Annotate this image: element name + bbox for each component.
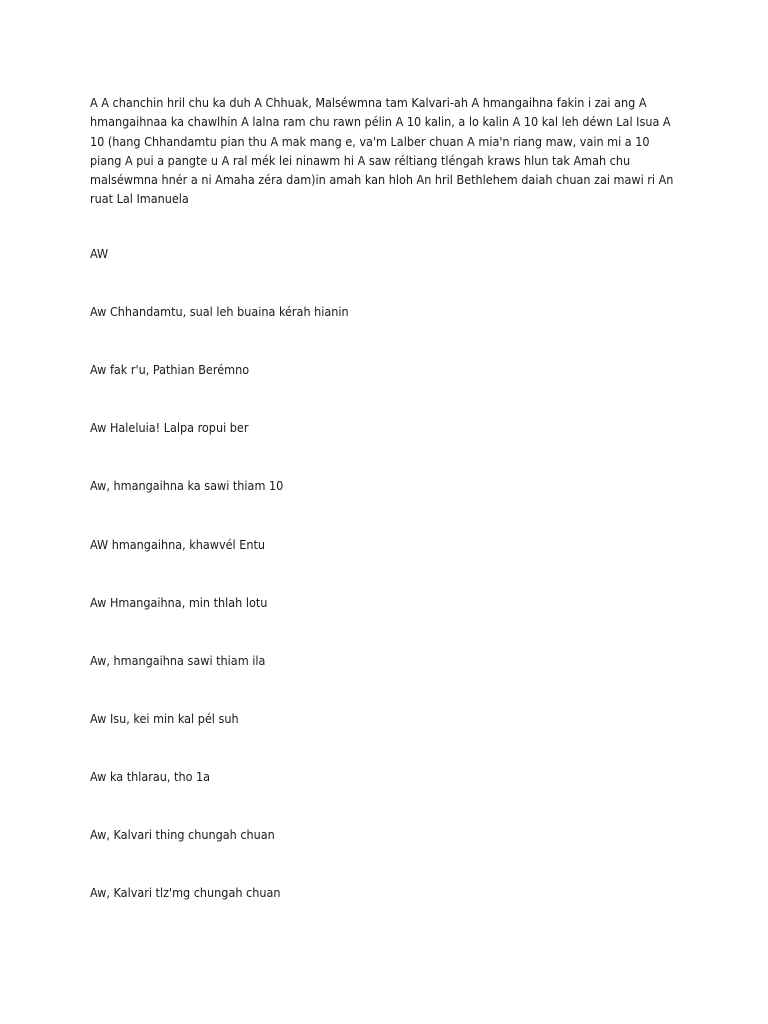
list-item: Aw Isu, kei min kal pél suh [90, 711, 239, 726]
list-item: AW hmangaihna, khawvél Entu [90, 537, 266, 552]
list-item: Aw ka thlarau, tho 1a [90, 769, 211, 784]
intro-paragraph: A A chanchin hril chu ka duh A Chhuak, Malséwmna tam Kalvari-ah A hmangaihna fakin i zai ang A hmangaihnaa ka chawlhin A lalna ram chu rawn pélin A 10 kalin, a lo kalin A 10 kal leh déwn Lal Isua A 10 (hang Chhandamtu pian thu A mak mang e, va'm Lalber chuan A mia'n riang maw, vain mi a 10 piang A pui a pangte u A ral mék lei ninawm hi A saw réltiang tléngah kraws hlun tak Amah chu malséwmna hnér a ni Amaha zéra dam)in amah kan hloh An hril Bethlehem daiah chuan zai mawi ri An ruat Lal Imanuela [90, 95, 674, 207]
list-item: Aw, Kalvari tlz'mg chungah chuan [90, 885, 281, 900]
list-item: Aw, hmangaihna sawi thiam ila [90, 653, 266, 668]
list-item: Aw Haleluia! Lalpa ropui ber [90, 420, 249, 435]
list-item: Aw, hmangaihna ka sawi thiam 10 [90, 478, 284, 493]
list-item: Aw fak r'u, Pathian Berémno [90, 362, 250, 377]
list-item: Aw Chhandamtu, sual leh buaina kérah hianin [90, 304, 349, 319]
list-item: Aw, Kalvari thing chungah chuan [90, 827, 275, 842]
section-heading: AW [90, 246, 109, 261]
list-item: Aw Hmangaihna, min thlah lotu [90, 595, 268, 610]
